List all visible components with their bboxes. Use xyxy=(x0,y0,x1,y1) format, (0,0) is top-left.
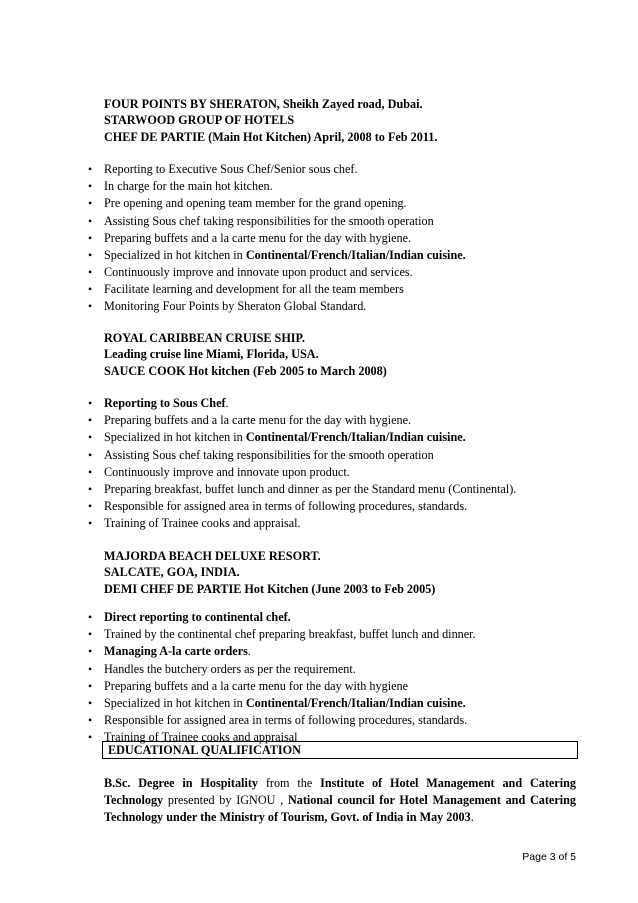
bullet-icon: • xyxy=(88,413,93,428)
duty-text: Preparing buffets and a la carte menu for the day with hygiene. xyxy=(104,413,412,428)
duty-item xyxy=(86,515,576,532)
duty-item xyxy=(86,178,576,195)
duty-item xyxy=(86,281,576,298)
duty-text: Pre opening and opening team member for the grand opening. xyxy=(104,196,407,211)
duty-text: . xyxy=(247,644,251,659)
bullet-icon: • xyxy=(88,610,93,625)
duty-item xyxy=(86,643,576,660)
institute-name: Institute of Hotel Management and Catering Technology xyxy=(104,776,576,807)
duty-text-bold: Continental/French/Italian/Indian cuisine. xyxy=(245,247,466,262)
duty-item xyxy=(86,626,576,643)
duty-item xyxy=(86,230,576,247)
duty-item xyxy=(86,661,576,678)
duty-item xyxy=(86,247,576,264)
duty-item xyxy=(86,264,576,281)
duty-text: Preparing buffets and a la carte menu for the day with hygiene xyxy=(104,678,409,693)
employer-location: Leading cruise line Miami, Florida, USA. xyxy=(104,347,319,362)
bullet-icon: • xyxy=(88,230,93,245)
duty-text: Preparing buffets and a la carte menu for the day with hygiene. xyxy=(104,230,412,245)
employer-name: FOUR POINTS BY SHERATON, Sheikh Zayed road, Dubai. xyxy=(104,97,423,111)
duty-item xyxy=(86,412,576,429)
duty-text: Reporting to Executive Sous Chef/Senior sous chef. xyxy=(104,162,358,177)
duty-item xyxy=(86,609,576,626)
job-header-majorda xyxy=(86,548,576,597)
job-title: CHEF DE PARTIE (Main Hot Kitchen) April, 2008 to Feb 2011. xyxy=(104,129,438,144)
duty-item xyxy=(86,695,576,712)
job-header-royal-caribbean xyxy=(86,330,576,379)
duty-text: Responsible for assigned area in terms of following procedures, standards. xyxy=(104,712,468,727)
education-text: from the xyxy=(257,776,321,790)
bullet-icon: • xyxy=(88,464,93,479)
education-text: . xyxy=(470,810,474,824)
duty-item xyxy=(86,464,576,481)
duty-item xyxy=(86,213,576,230)
bullet-icon: • xyxy=(88,712,93,727)
duty-item xyxy=(86,498,576,515)
duty-item xyxy=(86,678,576,695)
bullet-icon: • xyxy=(88,213,93,228)
duty-item xyxy=(86,429,576,446)
bullet-icon: • xyxy=(88,247,93,262)
duty-text: In charge for the main hot kitchen. xyxy=(104,179,273,194)
education-text: presented by IGNOU , xyxy=(163,793,288,807)
duty-text: Continuously improve and innovate upon product and services. xyxy=(104,264,413,279)
duty-text: Trained by the continental chef preparing breakfast, buffet lunch and dinner. xyxy=(104,627,476,642)
bullet-icon: • xyxy=(88,481,93,496)
job-title: SAUCE COOK Hot kitchen (Feb 2005 to March 2008) xyxy=(104,363,387,378)
bullet-icon: • xyxy=(88,396,93,411)
duty-text: Specialized in hot kitchen in xyxy=(104,247,246,262)
bullet-icon: • xyxy=(88,644,93,659)
duty-text-bold: Continental/French/Italian/Indian cuisine. xyxy=(245,430,466,445)
bullet-icon: • xyxy=(88,298,93,313)
job-title: DEMI CHEF DE PARTIE Hot Kitchen (June 2003 to Feb 2005) xyxy=(104,581,436,596)
duty-text: Assisting Sous chef taking responsibilities for the smooth operation xyxy=(104,213,434,228)
bullet-icon: • xyxy=(88,678,93,693)
duty-text: Training of Trainee cooks and appraisal xyxy=(104,729,298,744)
employer-name: ROYAL CARIBBEAN CRUISE SHIP. xyxy=(104,331,305,346)
degree-name: B.Sc. Degree in Hospitality xyxy=(104,776,258,790)
duty-item xyxy=(86,481,576,498)
duties-list-majorda xyxy=(86,609,576,746)
bullet-icon: • xyxy=(88,695,93,710)
employer-location: SALCATE, GOA, INDIA. xyxy=(104,565,240,580)
duty-item xyxy=(86,712,576,729)
duty-text-bold: Continental/French/Italian/Indian cuisine. xyxy=(245,695,466,710)
duty-item xyxy=(86,395,576,412)
bullet-icon: • xyxy=(88,627,93,642)
duty-text: Training of Trainee cooks and appraisal. xyxy=(104,515,301,530)
duties-list-royal-caribbean xyxy=(86,395,576,532)
duty-text: . xyxy=(225,396,229,411)
duty-text-bold: Direct reporting to continental chef. xyxy=(104,610,291,625)
experience-content xyxy=(86,96,576,746)
duty-text: Assisting Sous chef taking responsibilities for the smooth operation xyxy=(104,447,434,462)
bullet-icon: • xyxy=(88,162,93,177)
duty-text: Handles the butchery orders as per the requirement. xyxy=(104,661,356,676)
duty-text-bold: Managing A-la carte orders xyxy=(104,644,248,659)
duty-text-bold: Reporting to Sous Chef xyxy=(104,396,226,411)
duty-item xyxy=(86,195,576,212)
employer-group: STARWOOD GROUP OF HOTELS xyxy=(104,113,295,128)
duty-text: Continuously improve and innovate upon product. xyxy=(104,464,350,479)
duty-text: Facilitate learning and development for all the team members xyxy=(104,281,404,296)
duty-text: Monitoring Four Points by Sheraton Global Standard. xyxy=(104,298,367,313)
employer-name: MAJORDA BEACH DELUXE RESORT. xyxy=(104,549,321,564)
duty-item xyxy=(86,298,576,315)
page-number: Page 3 of 5 xyxy=(522,851,576,863)
duty-text: Responsible for assigned area in terms of following procedures, standards. xyxy=(104,498,468,513)
duty-text: Specialized in hot kitchen in xyxy=(104,695,246,710)
duty-text: Specialized in hot kitchen in xyxy=(104,430,246,445)
bullet-icon: • xyxy=(88,729,93,744)
duty-item xyxy=(86,447,576,464)
bullet-icon: • xyxy=(88,447,93,462)
bullet-icon: • xyxy=(88,179,93,194)
bullet-icon: • xyxy=(88,264,93,279)
education-heading-box xyxy=(102,741,578,759)
bullet-icon: • xyxy=(88,430,93,445)
bullet-icon: • xyxy=(88,196,93,211)
bullet-icon: • xyxy=(88,515,93,530)
bullet-icon: • xyxy=(88,498,93,513)
education-paragraph xyxy=(104,775,576,826)
duty-text: Preparing breakfast, buffet lunch and dinner as per the Standard menu (Continental). xyxy=(104,481,517,496)
bullet-icon: • xyxy=(88,281,93,296)
education-heading: EDUCATIONAL QUALIFICATION xyxy=(108,743,301,757)
duties-list-sheraton xyxy=(86,161,576,315)
bullet-icon: • xyxy=(88,661,93,676)
duty-item xyxy=(86,161,576,178)
council-name: National council for Hotel Management and Catering Technology under the Ministry of Tourism, Govt. of India in May 2003 xyxy=(104,793,576,824)
job-header-sheraton xyxy=(86,96,576,145)
